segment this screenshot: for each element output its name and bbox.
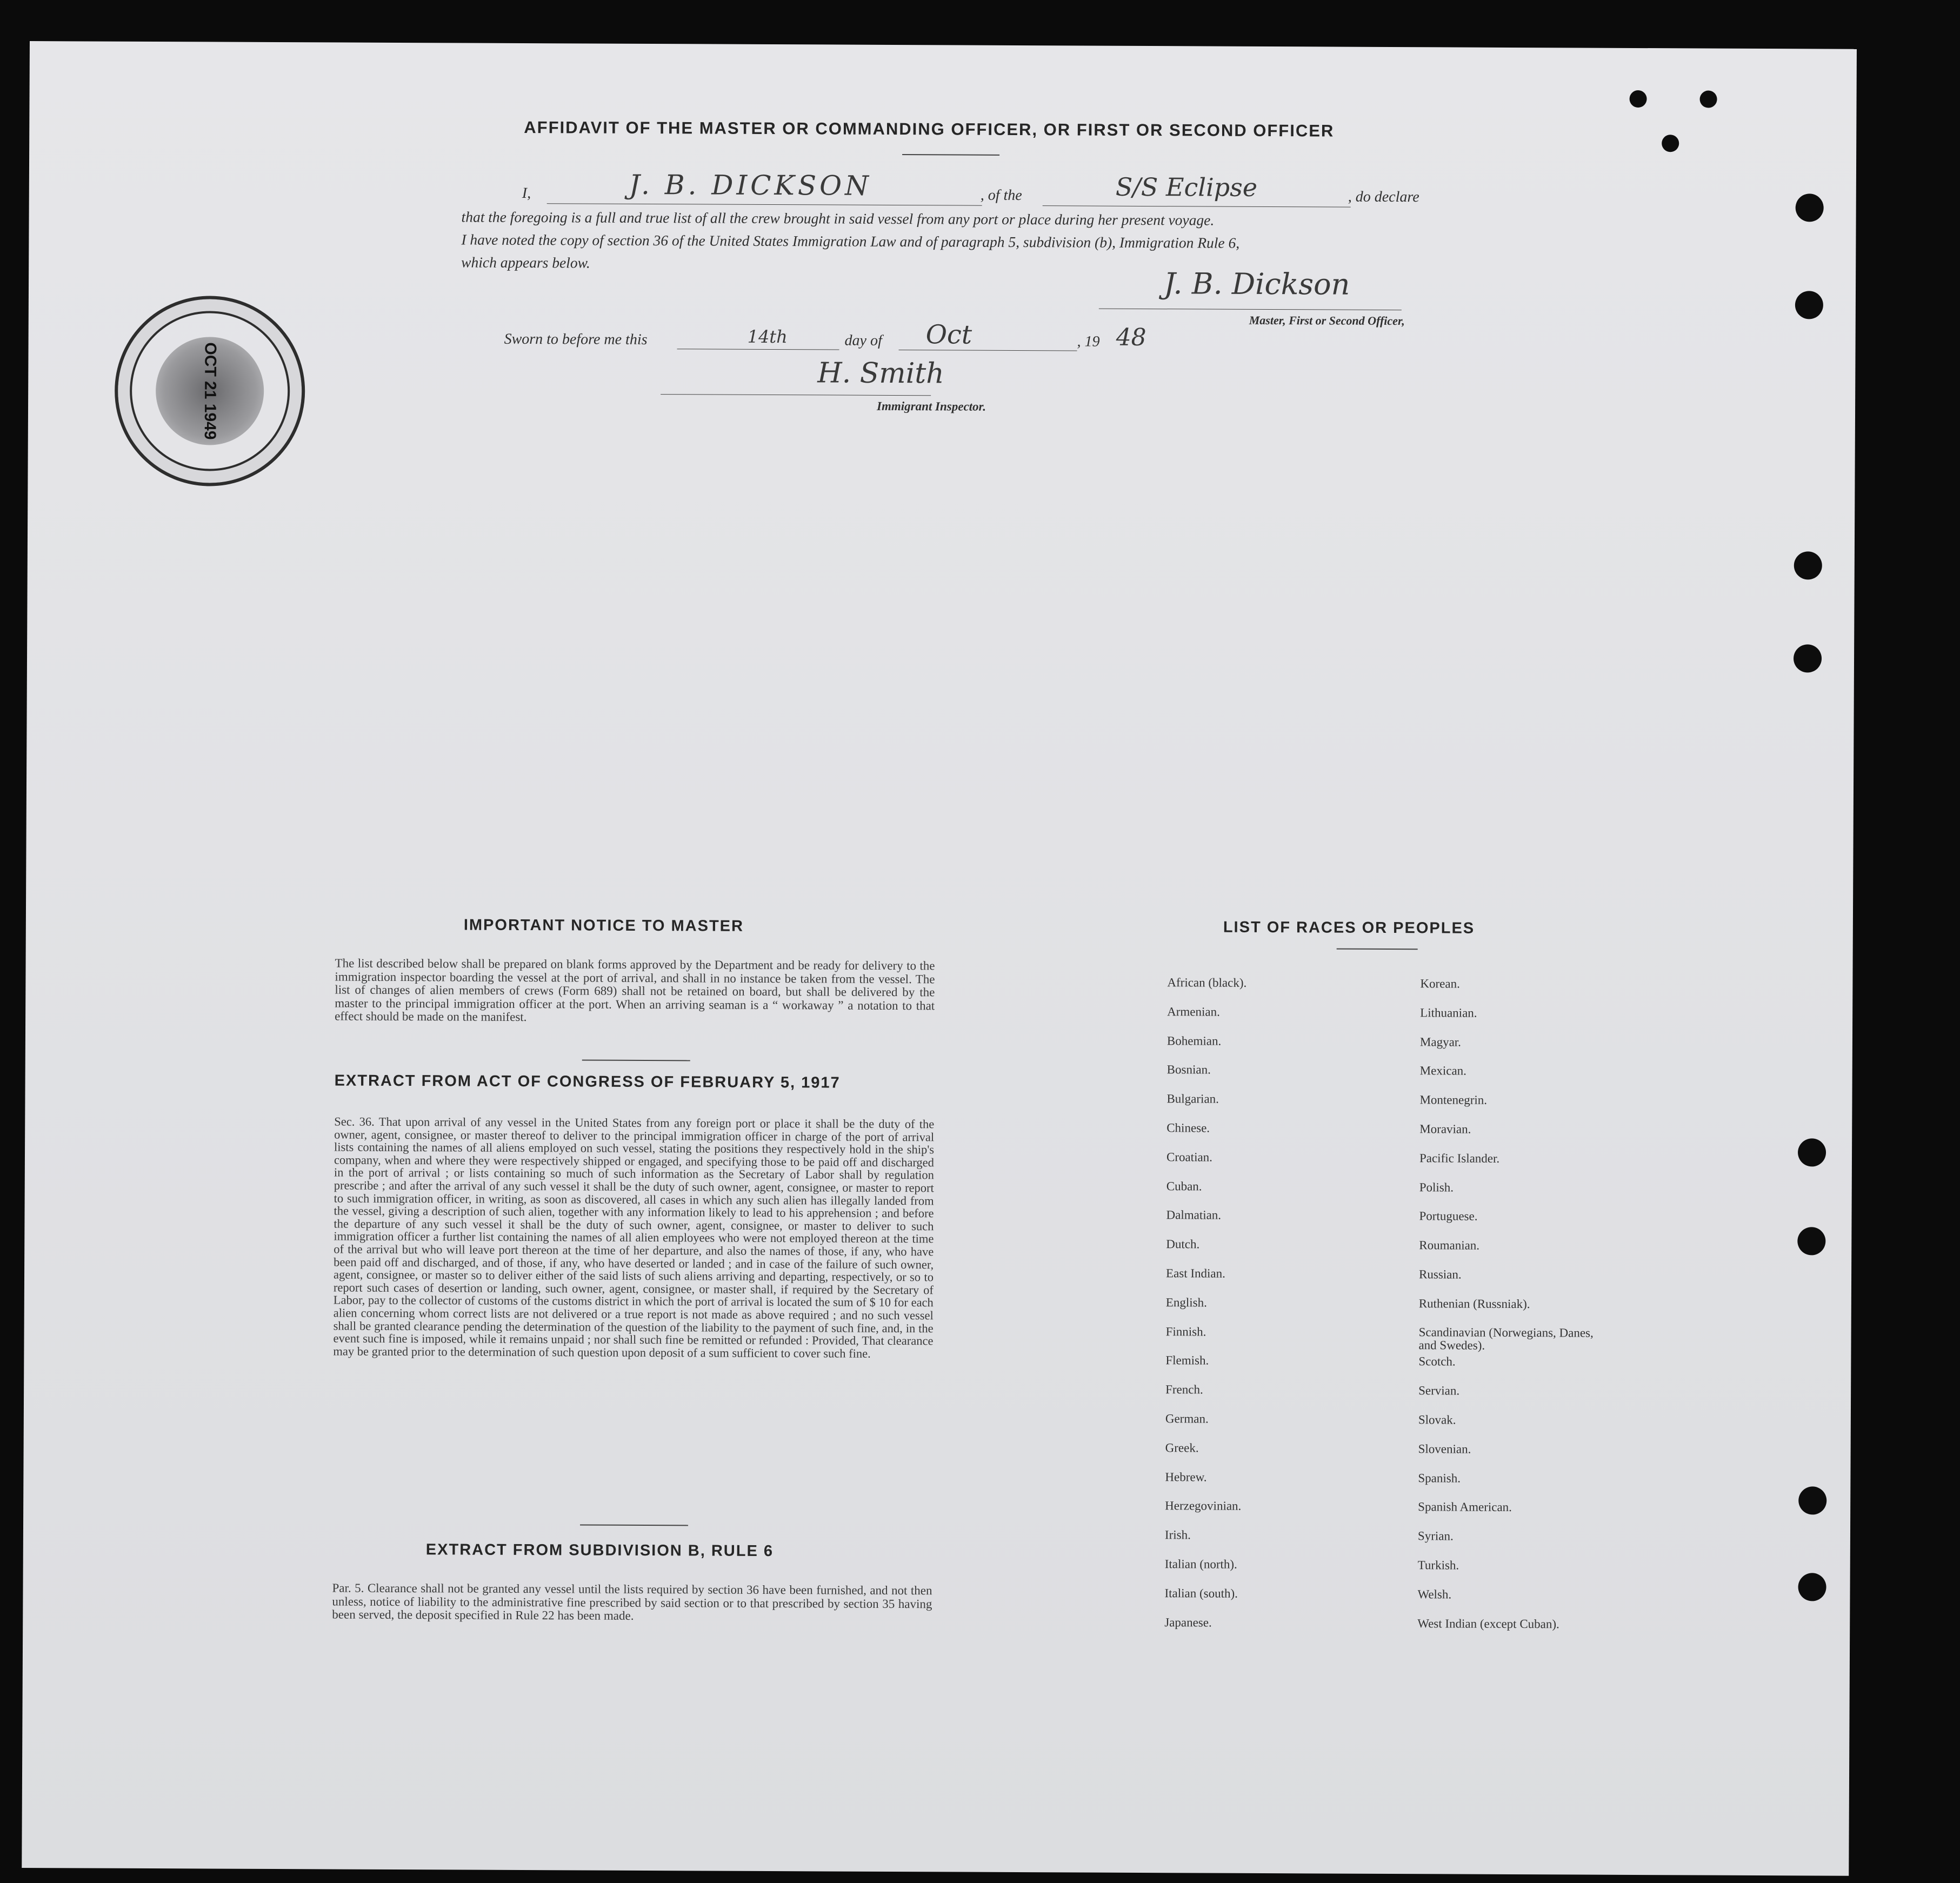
- binder-hole: [1798, 1573, 1826, 1601]
- affidavit-title: AFFIDAVIT OF THE MASTER OR COMMANDING OFFICER, OR FIRST OR SECOND OFFICER: [524, 117, 1335, 141]
- race-item: Pacific Islander.: [1419, 1151, 1500, 1165]
- extract-act-heading: EXTRACT FROM ACT OF CONGRESS OF FEBRUARY 5, 1917: [334, 1072, 841, 1092]
- race-item: Dutch.: [1166, 1237, 1200, 1251]
- date-stamp: [114, 296, 305, 487]
- race-item: Portuguese.: [1419, 1209, 1478, 1224]
- sworn-year: 48: [1116, 323, 1146, 352]
- binder-hole: [1797, 1227, 1825, 1255]
- race-item: Japanese.: [1164, 1615, 1212, 1630]
- race-item: Servian.: [1418, 1384, 1460, 1398]
- title-underline: [902, 154, 999, 156]
- binder-hole: [1794, 644, 1822, 672]
- affidavit-line-2: that the foregoing is a full and true list of all the crew brought in said vessel from any port or place during her present voyage.: [461, 208, 1215, 229]
- sworn-day: 14th: [747, 326, 788, 348]
- master-signature: J. B. Dickson: [1163, 266, 1350, 302]
- race-item: Spanish American.: [1418, 1500, 1512, 1514]
- race-item: East Indian.: [1166, 1266, 1225, 1280]
- race-item: Montenegrin.: [1419, 1093, 1488, 1107]
- sworn-label: Sworn to before me this: [504, 330, 648, 348]
- race-item: Welsh.: [1417, 1587, 1452, 1601]
- races-right-column: [1417, 977, 1647, 1646]
- extract-rule-text: Par. 5. Clearance shall not be granted any vessel until the lists required by section 36 have been furnished, and not then unless, notice of liability to the administrative fine prescribed by said section or to that prescribed by section 35 having been served, the deposit specified in Rule 22 has been made.: [332, 1581, 932, 1623]
- affidavit-line-4: which appears below.: [461, 253, 590, 271]
- race-item: Roumanian.: [1419, 1238, 1480, 1252]
- race-item: Bohemian.: [1166, 1033, 1222, 1048]
- race-item: Bosnian.: [1166, 1063, 1211, 1077]
- race-item: Korean.: [1420, 977, 1460, 991]
- race-item: Slovak.: [1418, 1413, 1456, 1427]
- race-item: Italian (south).: [1164, 1586, 1238, 1600]
- notice-divider: [582, 1059, 690, 1061]
- races-left-column: [1164, 976, 1394, 1645]
- race-item: Dalmatian.: [1166, 1208, 1222, 1223]
- month-line: [899, 350, 1077, 351]
- race-item: Turkish.: [1417, 1558, 1459, 1572]
- of-the-label: , of the: [980, 186, 1022, 204]
- race-item: English.: [1165, 1295, 1207, 1310]
- binder-hole: [1794, 551, 1822, 579]
- notice-text: The list described below shall be prepared on blank forms approved by the Department and be ready for delivery to the immigration inspector boarding the vessel at the port of arrival, and shall in no instance be taken from the vessel. The list of changes of alien members of crews (Form 689) shall not be retained on board, but shall be delivered by the master to the principal immigration officer at the port. When an arriving seaman is a “ workaway ” a notation to that effect should be made on the manifest.: [335, 956, 935, 1024]
- race-item: Finnish.: [1165, 1324, 1206, 1339]
- race-item: Bulgarian.: [1166, 1092, 1219, 1106]
- race-item: Italian (north).: [1164, 1557, 1237, 1571]
- race-item: Croatian.: [1166, 1150, 1213, 1164]
- race-item: Russian.: [1419, 1267, 1462, 1281]
- races-underline: [1337, 949, 1418, 950]
- race-item: Chinese.: [1166, 1121, 1210, 1135]
- race-item: African (black).: [1167, 976, 1247, 990]
- race-item: Hebrew.: [1165, 1470, 1207, 1484]
- race-item: French.: [1165, 1383, 1203, 1397]
- vessel-line: [1043, 205, 1351, 207]
- inspector-line: [661, 394, 931, 396]
- race-item: Moravian.: [1419, 1122, 1471, 1136]
- binder-hole: [1699, 90, 1717, 108]
- declarant-name: J. B. DICKSON: [629, 169, 872, 202]
- day-line: [677, 349, 839, 350]
- race-item: Greek.: [1165, 1440, 1199, 1455]
- binder-hole: [1662, 135, 1679, 152]
- race-item: Scotch.: [1418, 1354, 1456, 1368]
- inspector-caption: Immigrant Inspector.: [877, 399, 986, 413]
- day-of-label: day of: [844, 332, 882, 349]
- binder-hole: [1629, 90, 1646, 108]
- signature-line: [1099, 309, 1402, 310]
- binder-hole: [1795, 291, 1823, 319]
- document-page: [22, 41, 1857, 1876]
- race-item: Polish.: [1419, 1180, 1454, 1194]
- affidavit-line-3: I have noted the copy of section 36 of the United States Immigration Law and of paragraph 5, subdivision (b), Immigration Rule 6,: [461, 231, 1240, 251]
- stamp-center: [156, 337, 264, 445]
- race-item: Lithuanian.: [1420, 1006, 1477, 1020]
- race-item: Irish.: [1164, 1528, 1191, 1542]
- stamp-date: OCT 21 1949: [201, 342, 219, 440]
- extract-rule-heading: EXTRACT FROM SUBDIVISION B, RULE 6: [425, 1541, 774, 1560]
- signature-caption: Master, First or Second Officer,: [1249, 313, 1405, 328]
- binder-hole: [1796, 193, 1824, 222]
- race-item: West Indian (except Cuban).: [1417, 1616, 1559, 1631]
- race-item: Cuban.: [1166, 1179, 1202, 1193]
- race-item: Mexican.: [1419, 1064, 1466, 1078]
- race-item: Armenian.: [1167, 1004, 1220, 1019]
- year-prefix: , 19: [1077, 333, 1100, 350]
- race-item: Syrian.: [1417, 1529, 1454, 1543]
- race-item: Magyar.: [1419, 1034, 1462, 1049]
- inspector-signature: H. Smith: [817, 357, 944, 390]
- race-item: Ruthenian (Russniak).: [1418, 1297, 1530, 1311]
- race-item: Slovenian.: [1418, 1441, 1471, 1456]
- binder-hole: [1798, 1486, 1826, 1514]
- race-item: Scandinavian (Norwegians, Danes, and Swedes).: [1418, 1325, 1594, 1352]
- declare-label: , do declare: [1348, 188, 1419, 206]
- race-item: German.: [1165, 1412, 1209, 1426]
- race-item: Spanish.: [1418, 1471, 1461, 1485]
- extract-act-text: Sec. 36. That upon arrival of any vessel in the United States from any foreign port or place it shall be the duty of the owner, agent, consignee, or master thereof to deliver to the principal immigration officer in charge of the port of arrival lists containing the names of all aliens employed on such vessel, stating the positions they respectively hold in the ship's company, when and where they were respectively shipped or engaged, and specifying those to be paid off and discharged in the port of arrival ; or lists containing so much of such information as the Secretary of Labor shall by regulation prescribe ; and after the arrival of any such vessel it shall be the duty of such owner, agent, consignee, or master to report to such immigration officer, in writing, as soon as discovered, all cases in which any such alien has illegally landed from the vessel, giving a description of such alien, together with any information likely to lead to his apprehension ; and before the departure of any such vessel it shall be the duty of such owner, agent, consignee, or master to deliver to such immigration officer a further list containing the names of all alien employees who were not employed thereon at the time of the arrival but who will leave port thereon at the time of her departure, and also the names of those, if any, who have been paid off and discharged, and of those, if any, who have deserted or landed ; and in case of the failure of such owner, agent, consignee, or master so to deliver either of the said lists of such aliens arriving and departing, respectively, or so to report such cases of desertion or landing, such owner, agent, consignee, or master shall, if required by the Secretary of Labor, pay to the collector of customs of the customs district in which the port of arrival is located the sum of $ 10 for each alien concerning whom correct lists are not delivered or a true report is not made as above required ; and no such vessel shall be granted clearance pending the determination of the question of the liability to the payment of such fine, and, in the event such fine is imposed, while it remains unpaid ; nor shall such fine be remitted or refunded : Provided, That clearance may be granted prior to the determination of such question upon deposit of a sum sufficient to cover such fine.: [333, 1114, 935, 1360]
- name-line: [547, 203, 982, 206]
- i-label: I,: [522, 184, 531, 202]
- race-item: Herzegovinian.: [1165, 1499, 1242, 1513]
- notice-heading: IMPORTANT NOTICE TO MASTER: [463, 916, 744, 935]
- binder-hole: [1798, 1138, 1826, 1166]
- sworn-month: Oct: [925, 319, 972, 350]
- vessel-name: S/S Eclipse: [1115, 172, 1258, 202]
- extract-act-divider: [580, 1524, 688, 1526]
- races-heading: LIST OF RACES OR PEOPLES: [1223, 918, 1475, 937]
- race-item: Flemish.: [1165, 1353, 1209, 1367]
